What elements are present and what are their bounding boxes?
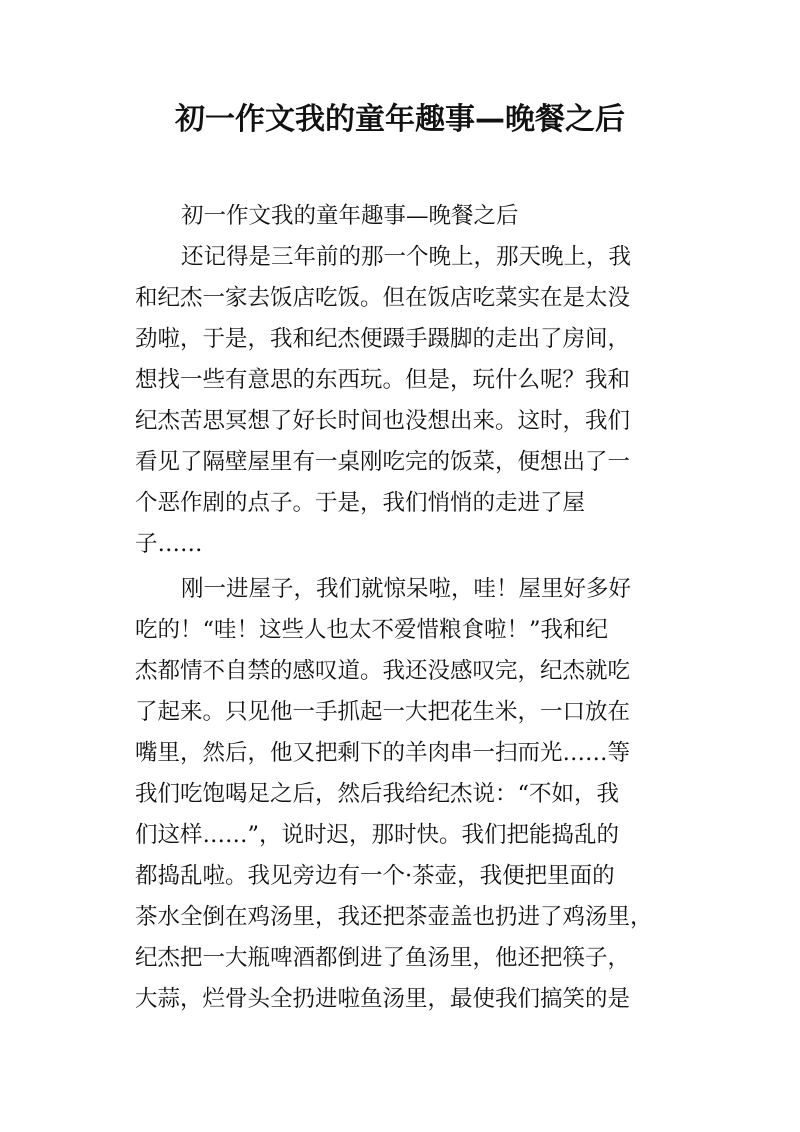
paragraph-1-line: 劲啦，于是，我和纪杰便蹑手蹑脚的走出了房间，: [135, 326, 631, 352]
paragraph-1-line: 个恶作剧的点子。于是，我们悄悄的走进了屋: [135, 490, 586, 516]
paragraph-2-line: 们这样……”，说时迟，那时快。我们把能捣乱的: [135, 822, 620, 848]
paragraph-1-line: 纪杰苦思冥想了好长时间也没想出来。这时，我们: [135, 408, 631, 434]
document-title: 初一作文我的童年趣事—晚餐之后: [175, 102, 625, 137]
paragraph-2-line: 都捣乱啦。我见旁边有一个·茶壶，我便把里面的: [135, 863, 615, 889]
paragraph-2-line: 我们吃饱喝足之后，然后我给纪杰说：“不如，我: [135, 781, 620, 807]
paragraph-2-line: 吃的！“哇！这些人也太不爱惜粮食啦！”我和纪: [135, 617, 609, 643]
paragraph-1-line: 想找一些有意思的东西玩。但是，玩什么呢？我和: [135, 367, 631, 393]
paragraph-1-line: 还记得是三年前的那一个晚上，那天晚上，我: [181, 244, 632, 270]
document-body: [135, 196, 680, 1020]
paragraph-2-line: 了起来。只见他一手抓起一大把花生米，一口放在: [135, 699, 631, 725]
paragraph-2-line: 纪杰把一大瓶啤酒都倒进了鱼汤里，他还把筷子，: [135, 945, 631, 971]
subtitle-line: 初一作文我的童年趣事—晚餐之后: [181, 203, 519, 229]
paragraph-2-line: 嘴里，然后，他又把剩下的羊肉串一扫而光……等: [135, 740, 631, 766]
paragraph-2-line: 茶水全倒在鸡汤里，我还把茶壶盖也扔进了鸡汤里，: [135, 904, 653, 930]
paragraph-2-line: 杰都情不自禁的感叹道。我还没感叹完，纪杰就吃: [135, 658, 631, 684]
paragraph-2-line: 大蒜，烂骨头全扔进啦鱼汤里，最使我们搞笑的是: [135, 986, 631, 1012]
paragraph-2-line: 刚一进屋子，我们就惊呆啦，哇！屋里好多好: [181, 576, 632, 602]
paragraph-1-line: 看见了隔壁屋里有一桌刚吃完的饭菜，便想出了一: [135, 449, 631, 475]
paragraph-1-line: 子……: [135, 531, 203, 557]
paragraph-1-line: 和纪杰一家去饭店吃饭。但在饭店吃菜实在是太没: [135, 285, 631, 311]
